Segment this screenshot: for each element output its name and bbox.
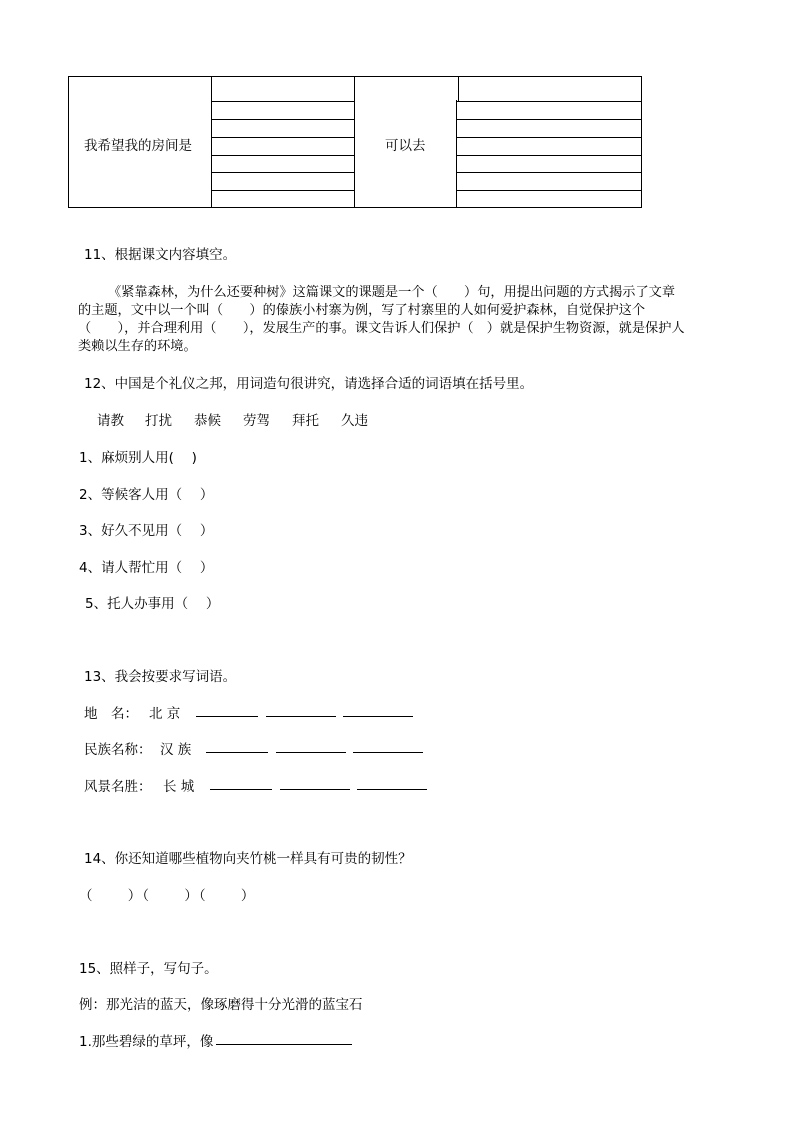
q12-word: 劳驾 (243, 413, 270, 429)
table-middle-label: 可以去 (385, 138, 426, 154)
q13-row-label: 民族名称： (84, 742, 152, 758)
q11-line-2: 的主题，文中以一个叫（ ）的傣族小村寨为例，写了村寨里的人如何爱护森林，自觉保护这个 (78, 303, 646, 318)
q13-row-example: 长 城 (163, 779, 195, 795)
q12-word: 拜托 (292, 413, 319, 429)
table-divider-3b (458, 76, 459, 101)
writing-line-left (212, 155, 354, 156)
writing-line-right (457, 172, 641, 173)
q13-row-example: 汉 族 (160, 742, 192, 758)
writing-line-left (212, 190, 354, 191)
q14-heading: 14、你还知道哪些植物向夹竹桃一样具有可贵的韧性？ (84, 851, 412, 867)
writing-line-left (212, 76, 354, 77)
table-border-top-left (68, 76, 212, 77)
q12-item: 2、等候客人用（ ） (79, 487, 214, 503)
q15-example: 例：那光洁的蓝天，像琢磨得十分光滑的蓝宝石 (79, 997, 363, 1013)
table-left-label: 我希望我的房间是 (84, 138, 192, 154)
writing-line-left (212, 172, 354, 173)
q12-word: 恭候 (194, 413, 221, 429)
q12-word: 请教 (97, 413, 124, 429)
q12-item: 5、托人办事用（ ） (85, 596, 220, 612)
q15-item-1: 1.那些碧绿的草坪，像 (79, 1034, 214, 1050)
writing-line-right (457, 137, 641, 138)
writing-line-right (457, 101, 641, 102)
answer-blank[interactable] (276, 752, 346, 753)
answer-blank[interactable] (357, 789, 427, 790)
q13-row-label: 风景名胜： (84, 779, 152, 795)
writing-line-left (212, 119, 354, 120)
writing-line-right (457, 119, 641, 120)
writing-line-left (212, 137, 354, 138)
q12-heading: 12、中国是个礼仪之邦，用词造句很讲究，请选择合适的词语填在括号里。 (84, 376, 534, 392)
q12-item: 1、麻烦别人用( ) (79, 450, 197, 466)
answer-blank[interactable] (196, 716, 258, 717)
q11-heading: 11、根据课文内容填空。 (84, 247, 237, 263)
writing-line-right (457, 155, 641, 156)
answer-blank[interactable] (216, 1044, 352, 1045)
q12-word: 久违 (341, 413, 368, 429)
q12-word: 打扰 (145, 413, 172, 429)
q13-row-label: 地 名： (84, 706, 138, 722)
writing-line-left (212, 101, 354, 102)
q14-blanks[interactable]: （ ）（ ）（ ） (79, 888, 256, 904)
q11-line-3: （ ），并合理利用（ ），发展生产的事。课文告诉人们保护（ ）就是保护生物资源，就是保护人 (78, 321, 685, 336)
table-border-left (68, 76, 69, 208)
table-border-right (641, 76, 642, 208)
table-border-bottom (68, 207, 642, 208)
table-divider-3 (456, 100, 457, 208)
q12-item: 3、好久不见用（ ） (79, 523, 214, 539)
answer-blank[interactable] (210, 789, 272, 790)
answer-blank[interactable] (266, 716, 336, 717)
table-divider-2 (354, 76, 355, 208)
answer-blank[interactable] (206, 752, 268, 753)
table-divider-1 (211, 76, 212, 208)
q11-line-1: 《紧靠森林，为什么还要种树》这篇课文的课题是一个（ ）句，用提出问题的方式揭示了文章 (108, 285, 676, 300)
writing-line-right (458, 76, 641, 77)
q13-row-example: 北 京 (149, 706, 181, 722)
answer-blank[interactable] (353, 752, 423, 753)
writing-line-right (457, 190, 641, 191)
table-border-top-mid (354, 76, 458, 77)
answer-blank[interactable] (343, 716, 413, 717)
q12-item: 4、请人帮忙用（ ） (79, 560, 214, 576)
q11-line-4: 类赖以生存的环境。 (78, 339, 197, 354)
q15-heading: 15、照样子，写句子。 (79, 961, 218, 977)
answer-blank[interactable] (280, 789, 350, 790)
q13-heading: 13、我会按要求写词语。 (84, 669, 237, 685)
